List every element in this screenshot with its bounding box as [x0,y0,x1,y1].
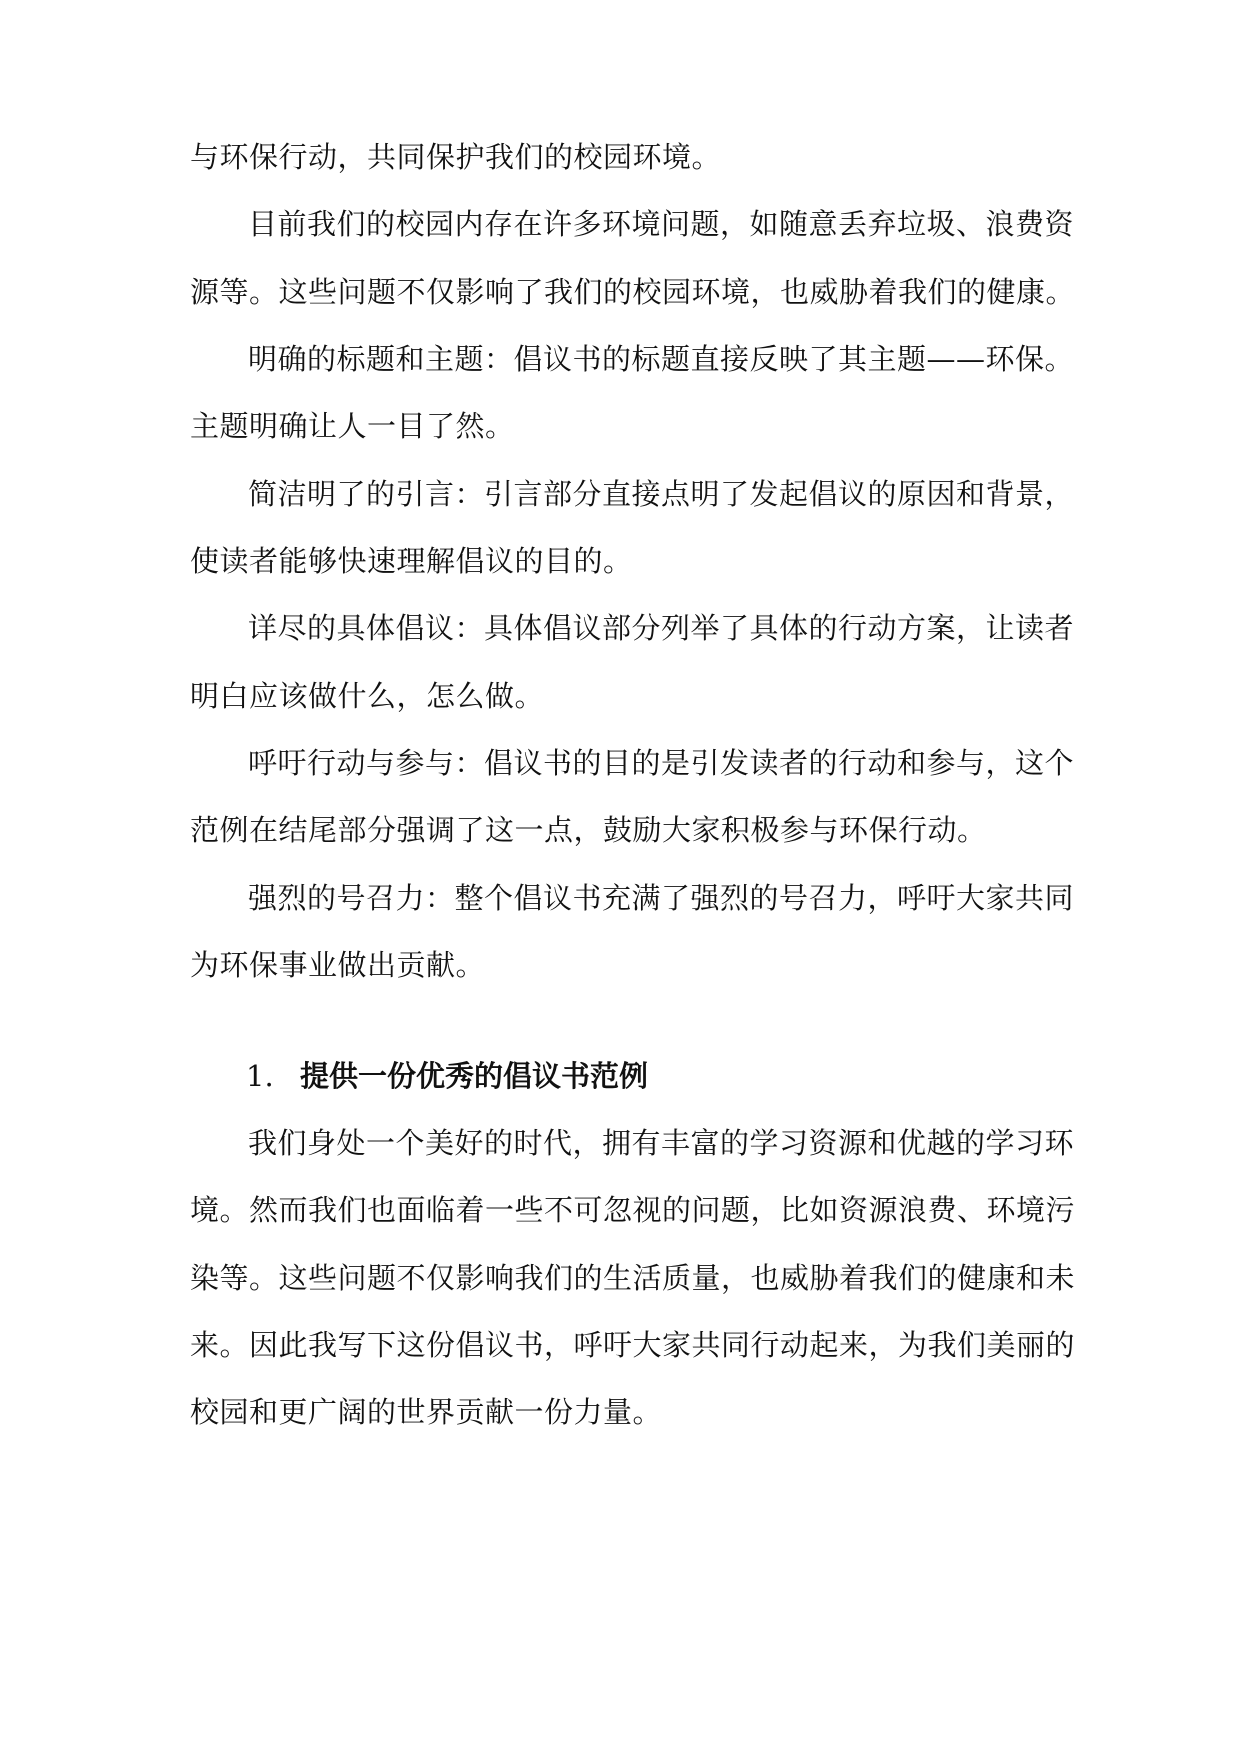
paragraph-line: 为环保事业做出贡献。 [190,948,486,982]
paragraph-line: 与环保行动，共同保护我们的校园环境。 [190,140,722,174]
paragraph-line: 目前我们的校园内存在许多环境问题，如随意丢弃垃圾、浪费资 [248,207,1075,241]
paragraph-line: 明确的标题和主题：倡议书的标题直接反映了其主题——环保。 [248,342,1075,376]
paragraph-line: 明白应该做什么，怎么做。 [190,679,545,713]
paragraph-line: 源等。这些问题不仅影响了我们的校园环境，也威胁着我们的健康。 [190,275,1076,309]
paragraph-line: 来。因此我写下这份倡议书，呼吁大家共同行动起来，为我们美丽的 [190,1328,1076,1362]
paragraph-line: 强烈的号召力：整个倡议书充满了强烈的号召力，呼吁大家共同 [248,881,1075,915]
paragraph-line: 使读者能够快速理解倡议的目的。 [190,544,633,578]
section-number: 1. [246,1059,274,1093]
paragraph-line: 染等。这些问题不仅影响我们的生活质量，也威胁着我们的健康和未 [190,1261,1076,1295]
paragraph-line: 范例在结尾部分强调了这一点，鼓励大家积极参与环保行动。 [190,813,987,847]
paragraph-line: 简洁明了的引言：引言部分直接点明了发起倡议的原因和背景， [248,477,1075,511]
section-title: 提供一份优秀的倡议书范例 [300,1059,649,1093]
paragraph-line: 主题明确让人一目了然。 [190,409,515,443]
section-heading [246,1056,1086,1096]
paragraph-line: 境。然而我们也面临着一些不可忽视的问题，比如资源浪费、环境污 [190,1193,1076,1227]
paragraph-line: 呼吁行动与参与：倡议书的目的是引发读者的行动和参与，这个 [248,746,1075,780]
paragraph-line: 我们身处一个美好的时代，拥有丰富的学习资源和优越的学习环 [248,1126,1075,1160]
paragraph-line: 校园和更广阔的世界贡献一份力量。 [190,1395,663,1429]
paragraph-line: 详尽的具体倡议：具体倡议部分列举了具体的行动方案，让读者 [248,611,1075,645]
